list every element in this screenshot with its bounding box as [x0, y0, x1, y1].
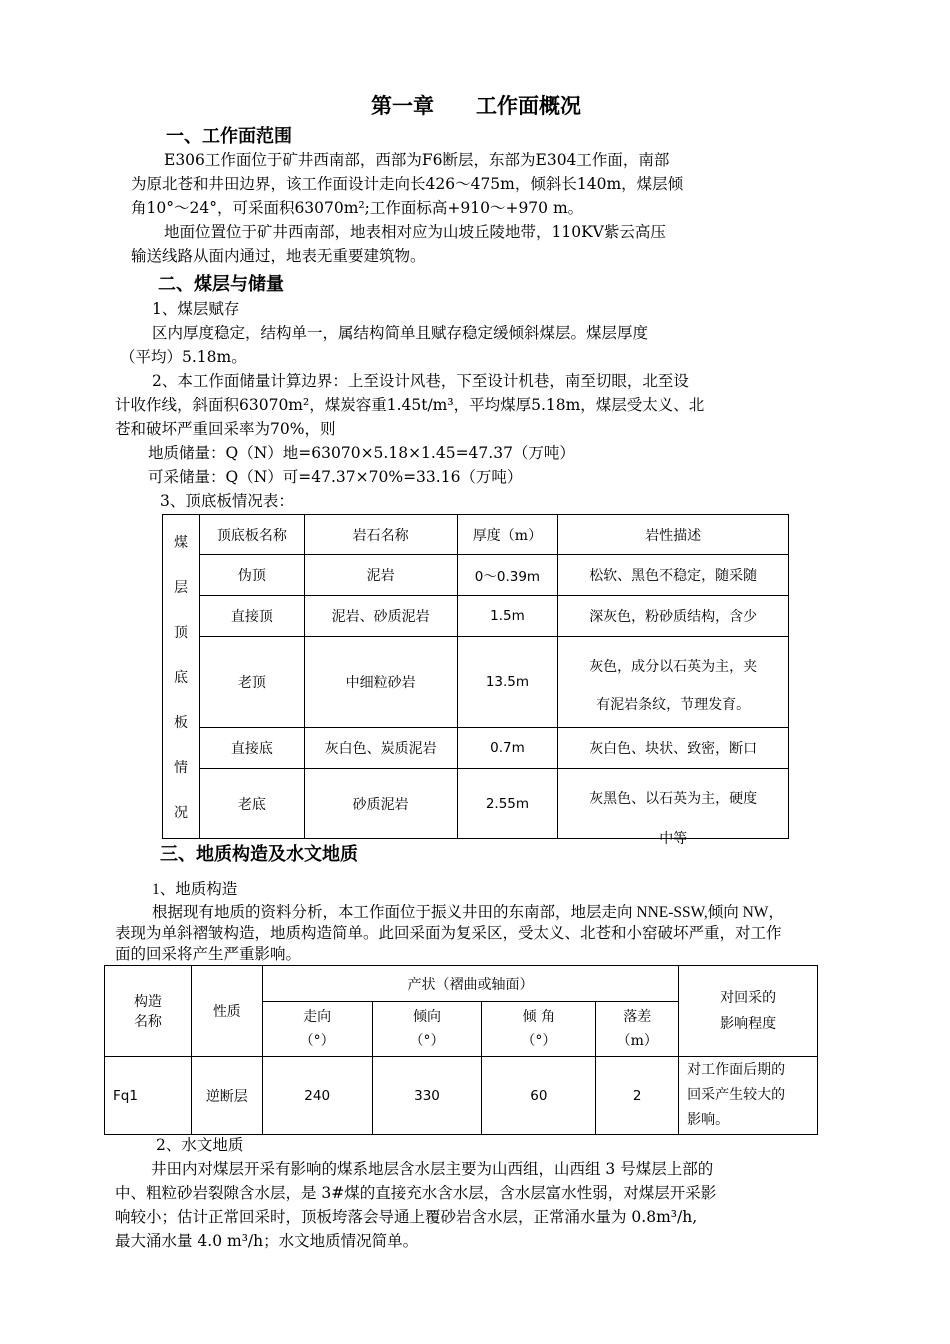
- column-header: 岩石名称: [304, 515, 457, 555]
- table-row: 老底 砂质泥岩 2.55m 灰黑色、以石英为主，硬度 中等: [163, 769, 789, 839]
- paragraph-line: 输送线路从面内通过，地表无重要建筑物。: [131, 247, 426, 265]
- geological-reserve: 地质储量：Q（N）地=63070×5.18×1.45=47.37（万吨）: [148, 444, 575, 462]
- subheader-dip-direction: 倾向 （°）: [372, 1002, 482, 1057]
- chapter-title: 第一章 工作面概况: [371, 94, 581, 118]
- subheader-dip-angle: 倾 角 （°）: [482, 1002, 596, 1057]
- table-row: Fq1 逆断层 240 330 60 2 对工作面后期的 回采产生较大的 影响。: [105, 1057, 818, 1135]
- paragraph-line: 为原北苍和井田边界，该工作面设计走向长426～475m，倾斜长140m，煤层倾: [131, 175, 684, 193]
- paragraph-line: E306工作面位于矿井西南部，西部为F6断层，东部为E304工作面，南部: [164, 151, 670, 169]
- column-header-attitude: 产状（褶曲或轴面）: [262, 966, 678, 1002]
- paragraph-line: 计收作线，斜面积63070m²，煤炭容重1.45t/m³，平均煤厚5.18m，煤层受太义、北: [115, 396, 705, 414]
- subheading-hydrogeology: 2、水文地质: [156, 1136, 244, 1154]
- column-header-impact: 对回采的 影响程度: [679, 966, 818, 1057]
- paragraph-line: 区内厚度稳定，结构单一，属结构简单且赋存稳定缓倾斜煤层。煤层厚度: [152, 324, 649, 342]
- section-heading-scope: 一、工作面范围: [166, 126, 292, 147]
- subheading-geological-structure: 1、地质构造: [152, 881, 238, 898]
- column-header: 厚度（m）: [457, 515, 558, 555]
- paragraph-line: 2、本工作面储量计算边界：上至设计风巷，下至设计机巷，南至切眼，北至设: [152, 372, 689, 390]
- column-header-structure-name: 构造 名称: [105, 966, 192, 1057]
- table-row: 直接顶 泥岩、砂质泥岩 1.5m 深灰色，粉砂质结构，含少: [163, 596, 789, 637]
- table-side-label: 煤 层 顶 底 板 情 况: [163, 515, 200, 839]
- paragraph-line: 面的回采将产生严重影响。: [115, 946, 302, 963]
- table-row: 伪顶 泥岩 0～0.39m 松软、黑色不稳定，随采随: [163, 555, 789, 596]
- section-heading-geology: 三、地质构造及水文地质: [160, 844, 358, 865]
- paragraph-line: 地面位置位于矿井西南部，地表相对应为山坡丘陵地带，110KV紫云高压: [164, 223, 666, 241]
- column-header: 顶底板名称: [199, 515, 304, 555]
- section-heading-seam: 二、煤层与储量: [158, 274, 284, 295]
- paragraph-line: 角10°～24°，可采面积63070m²;工作面标高+910～+970 m。: [131, 199, 584, 217]
- roof-floor-table: [162, 514, 789, 847]
- minable-reserve: 可采储量：Q（N）可=47.37×70%=33.16（万吨）: [148, 468, 523, 486]
- paragraph-line: 表现为单斜褶皱构造，地质构造简单。此回采面为复采区，受太义、北苍和小窑破坏严重，对工作: [115, 925, 782, 942]
- subheader-throw: 落差 （m）: [596, 1002, 679, 1057]
- paragraph-line: 苍和破坏严重回采率为70%，则: [115, 420, 336, 438]
- paragraph-line: 最大涌水量 4.0 m³/h；水文地质情况简单。: [115, 1232, 419, 1250]
- fault-structure-table: [104, 965, 818, 1135]
- table-row: 老顶 中细粒砂岩 13.5m 灰色，成分以石英为主，夹 有泥岩条纹，节理发育。: [163, 637, 789, 728]
- paragraph-line: 根据现有地质的资料分析，本工作面位于振义井田的东南部，地层走向 NNE-SSW,倾向 NW，: [152, 904, 784, 921]
- subheader-strike: 走向 （°）: [262, 1002, 372, 1057]
- column-header: 岩性描述: [558, 515, 789, 555]
- column-header-nature: 性质: [191, 966, 262, 1057]
- table-row: 直接底 灰白色、炭质泥岩 0.7m 灰白色、块状、致密，断口: [163, 728, 789, 769]
- subheading-roof-table: 3、顶底板情况表：: [160, 492, 294, 510]
- paragraph-line: 响较小；估计正常回采时，顶板垮落会导通上覆砂岩含水层，正常涌水量为 0.8m³/h,: [115, 1208, 698, 1226]
- paragraph-line: 中、粗粒砂岩裂隙含水层，是 3#煤的直接充水含水层，含水层富水性弱，对煤层开采影: [115, 1184, 717, 1202]
- paragraph-line: （平均）5.18m。: [120, 348, 247, 366]
- paragraph-line: 井田内对煤层开采有影响的煤系地层含水层主要为山西组，山西组 3 号煤层上部的: [151, 1160, 714, 1178]
- subheading-seam-occurrence: 1、煤层赋存: [152, 300, 240, 318]
